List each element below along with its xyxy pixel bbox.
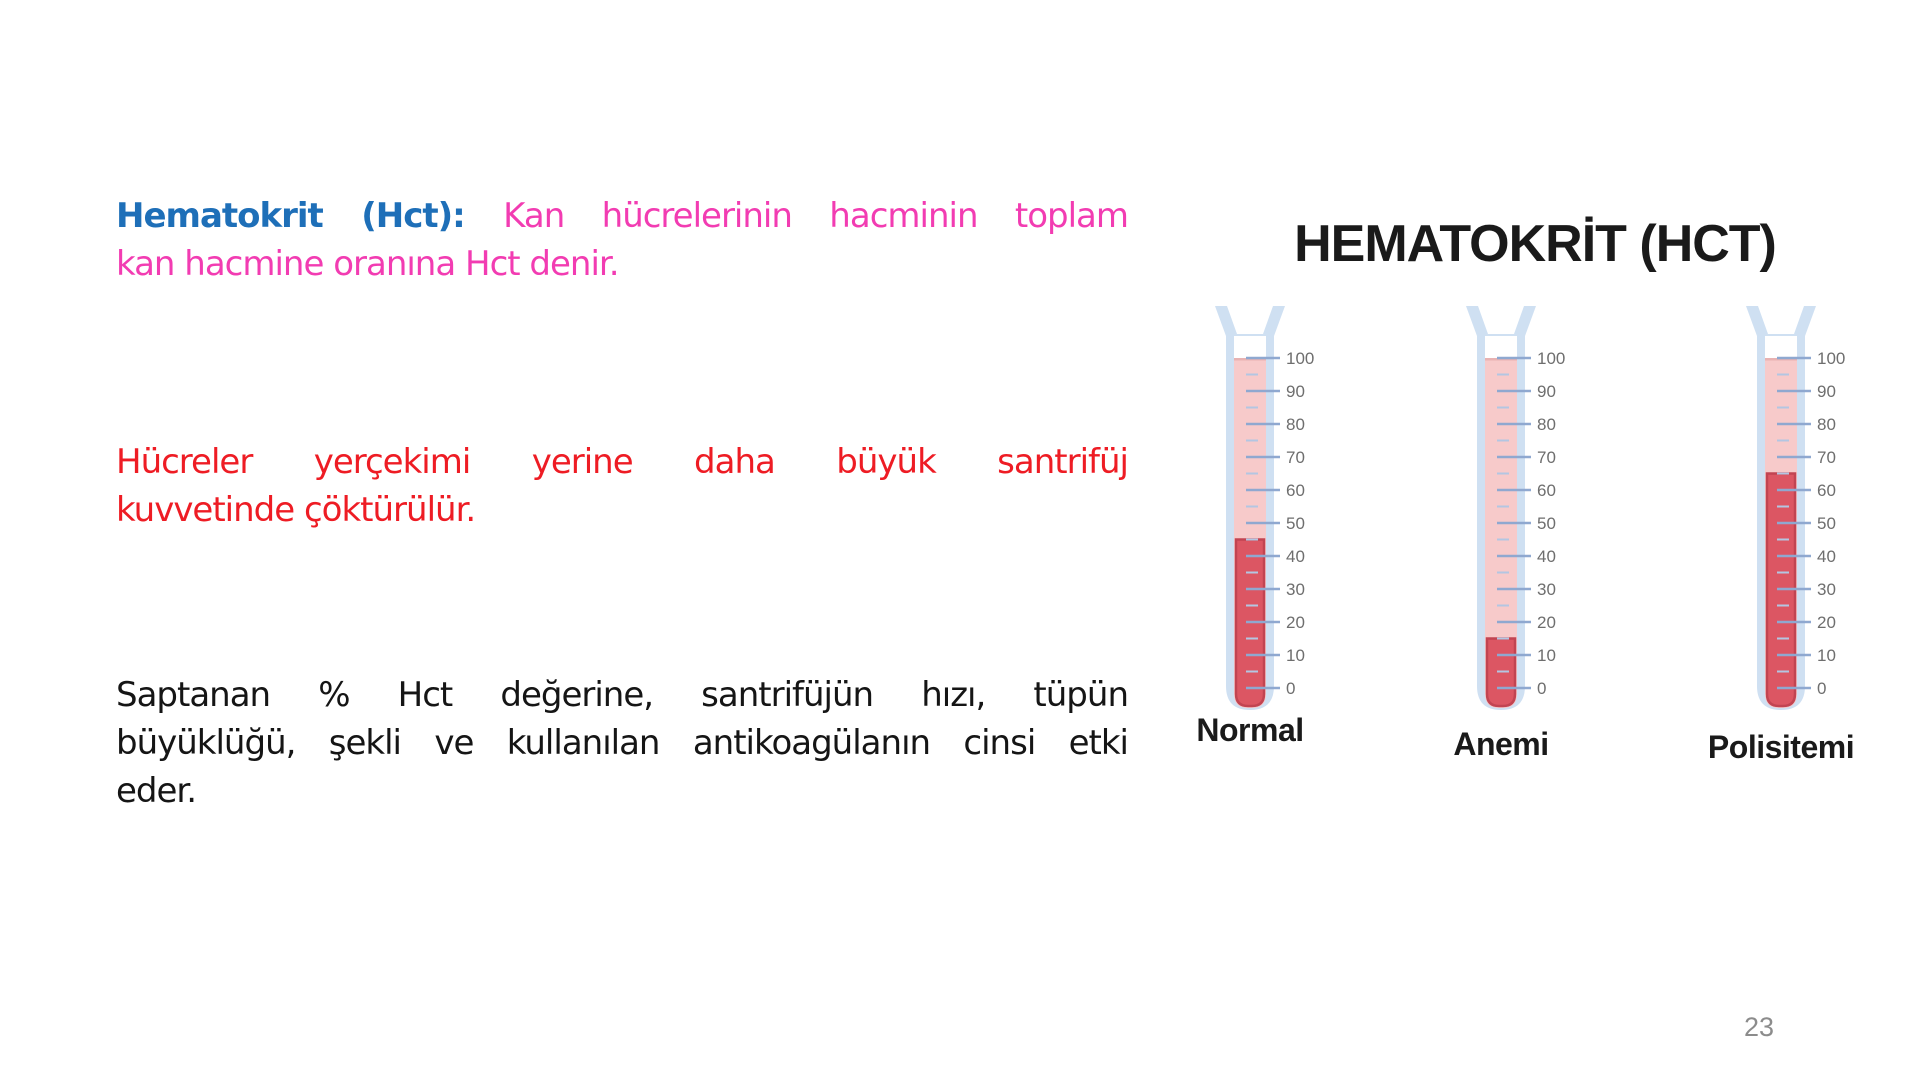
scale-number: 80 <box>1286 415 1305 434</box>
text-segment: eder. <box>116 771 197 811</box>
scale-number: 0 <box>1286 679 1296 698</box>
tube-label: Polisitemi <box>1707 729 1855 765</box>
paragraph-line <box>116 486 1128 534</box>
scale-number: 20 <box>1817 613 1836 632</box>
text-segment: büyüklüğü, şekli ve kullanılan antikoagülanın cinsi etki <box>116 723 1128 763</box>
paragraph-line <box>116 767 1128 815</box>
scale-number: 90 <box>1286 382 1305 401</box>
scale-number: 30 <box>1537 580 1556 599</box>
text-segment: Saptanan % Hct değerine, santrifüjün hızı, tüpün <box>116 675 1128 715</box>
scale-number: 80 <box>1817 415 1836 434</box>
scale-number: 100 <box>1817 349 1846 368</box>
paragraph-line <box>116 240 1128 288</box>
scale-number: 70 <box>1286 448 1305 467</box>
paragraph-line <box>116 438 1128 486</box>
scale-number: 90 <box>1817 382 1836 401</box>
scale-number: 40 <box>1537 547 1556 566</box>
scale-number: 70 <box>1537 448 1556 467</box>
scale-number: 60 <box>1537 481 1556 500</box>
scale-number: 50 <box>1286 514 1305 533</box>
scale-number: 10 <box>1817 646 1836 665</box>
scale-number: 0 <box>1537 679 1547 698</box>
scale-number: 10 <box>1286 646 1305 665</box>
scale-number: 60 <box>1286 481 1305 500</box>
scale-number: 90 <box>1537 382 1556 401</box>
tube-anemi <box>1453 298 1643 768</box>
scale-number: 100 <box>1286 349 1315 368</box>
page-number: 23 <box>1744 1012 1775 1042</box>
paragraph-line <box>116 719 1128 767</box>
tube-graphic-normal <box>1202 298 1392 768</box>
scale-number: 10 <box>1537 646 1556 665</box>
scale-number: 40 <box>1286 547 1305 566</box>
text-segment: Hematokrit (Hct): <box>116 196 504 236</box>
scale-number: 30 <box>1817 580 1836 599</box>
scale-number: 60 <box>1817 481 1836 500</box>
text-segment: Hücreler yerçekimi yerine daha büyük santrifüj <box>116 442 1128 482</box>
diagram-title: HEMATOKRİT (HCT) <box>1294 215 1776 273</box>
scale-number: 20 <box>1537 613 1556 632</box>
scale-number: 70 <box>1817 448 1836 467</box>
scale-number: 40 <box>1817 547 1836 566</box>
paragraph-line <box>116 192 1128 240</box>
scale-number: 100 <box>1537 349 1566 368</box>
text-segment: kan hacmine oranına Hct denir. <box>116 244 619 284</box>
scale-number: 50 <box>1537 514 1556 533</box>
text-segment: Kan hücrelerinin hacminin toplam <box>503 196 1128 236</box>
scale-number: 80 <box>1537 415 1556 434</box>
tube-label: Normal <box>1196 712 1304 748</box>
tube-graphic-polisitemi <box>1733 298 1920 768</box>
scale-number: 0 <box>1817 679 1827 698</box>
tube-graphic-anemi <box>1453 298 1643 768</box>
scale-number: 30 <box>1286 580 1305 599</box>
scale-number: 20 <box>1286 613 1305 632</box>
text-segment: kuvvetinde çöktürülür. <box>116 490 476 530</box>
tube-normal <box>1196 298 1392 768</box>
factors-paragraph <box>116 671 1128 815</box>
definition-paragraph <box>116 192 1128 288</box>
tube-label: Anemi <box>1453 726 1549 762</box>
paragraph-line <box>116 671 1128 719</box>
centrifuge-paragraph <box>116 438 1128 534</box>
tube-polisitemi <box>1707 298 1920 768</box>
scale-number: 50 <box>1817 514 1836 533</box>
